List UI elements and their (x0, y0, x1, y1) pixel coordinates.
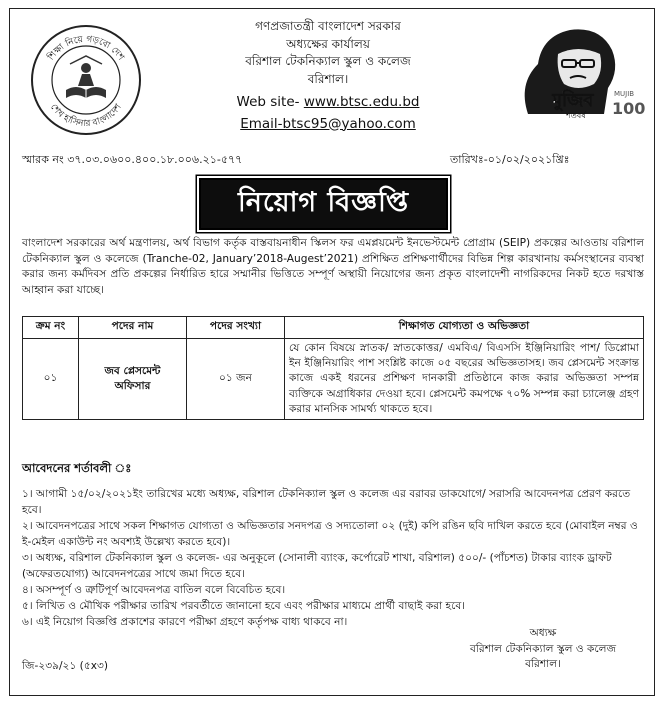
institute-logo (30, 24, 142, 136)
condition-item: ৪। অসম্পূর্ণ ও ত্রুটিপূর্ণ আবেদনপত্র বাতিল বলে বিবেচিত হবে। (22, 584, 286, 596)
mujib-borsho-logo (508, 14, 648, 122)
signature-role: অধ্যক্ষ (529, 627, 557, 639)
website-label: Web site- (236, 94, 304, 110)
logo-text-bottom: শেখ হাসিনার বাংলাদেশ (48, 102, 124, 130)
conditions-list (22, 486, 644, 630)
mujib-en-text: MUJIB (614, 90, 635, 98)
post-line-2: অফিসার (114, 380, 151, 392)
vacancy-table (22, 316, 644, 420)
office-line: অধ্যক্ষের কার্যালয় (286, 36, 370, 51)
cell-count: ০১ জন (187, 339, 285, 420)
table-row (23, 339, 644, 420)
signature-block (448, 626, 638, 673)
condition-item: ২। আবেদনপত্রের সাথে সকল শিক্ষাগত যোগ্যতা ও অভিজ্ঞতার সনদপত্র ও সদ্যতোলা ০২ (দুই) কপি রঙিন ছবি দাখিল করতে হবে (মোবাইল নম্বর ও ই-মেইল একাউন্ট নং অবশ্যই উল্লেখ্য করতে হবে)। (22, 520, 638, 548)
email-link[interactable]: Email-btsc95@yahoo.com (240, 115, 416, 132)
condition-item: ৬। এই নিয়োগ বিজ্ঞপ্তি প্রকাশের কারণে পরীক্ষা গ্রহণে কর্তৃপক্ষ বাধ্য থাকবে না। (22, 616, 348, 628)
col-header-count: পদের সংখ্যা (187, 317, 285, 339)
svg-text:শেখ হাসিনার বাংলাদেশ (48, 102, 124, 129)
condition-item: ৩। অধ্যক্ষ, বরিশাল টেকনিক্যাল স্কুল ও কলেজ- এর অনুকূলে (সোনালী ব্যাংক, কর্পোরেট শাখা, বরিশাল) ৫০০/- (পাঁচশত) টাকার ব্যাংক ড্রাফট (অফেরতযোগ্য) আবেদনপত্রের সাথে জমা দিতে হবে। (22, 552, 612, 580)
cell-requirements: যে কোন বিষয়ে স্নাতক/ স্নাতকোত্তর/ এমবিএ/ বিএসসি ইঞ্জিনিয়ারিং পাশ/ ডিপ্লোমা ইন ইঞ্জিনিয়ারিং পাশ সংশ্লিষ্ট কাজে ০৫ বছরের অভিজ্ঞতাসহ। জব প্লেসমেন্ট সংক্রান্ত কাজে একই ধরনের প্রশিক্ষণ দানকারী প্রতিষ্ঠানে কাজ করার অভিজ্ঞতা সম্পন্ন ব্যক্তিকে অগ্রাধিকার দেওয়া হবে। প্লেসমেন্ট কমপক্ষে ৭০% সম্পন্ন করা চ্যালেঞ্জ গ্রহণ করার মানসিক সামর্থ্য থাকতে হবে। (285, 339, 644, 420)
mujib-100-text: 100 (612, 99, 646, 118)
email-line (178, 116, 478, 134)
mujib-sub-text: শতবর্ষ (566, 111, 586, 120)
post-line-1: জব প্লেসমেন্ট (104, 365, 161, 377)
logo-text-top: শিক্ষা নিয়ে গড়বো দেশ (46, 34, 126, 63)
gov-line: গণপ্রজাতন্ত্রী বাংলাদেশ সরকার (255, 19, 401, 33)
cell-post (79, 339, 187, 420)
condition-item: ১। আগামী ১৫/০২/২০২১ইং তারিখের মধ্যে অধ্যক্ষ, বরিশাল টেকনিক্যাল স্কুল ও কলেজ এর বরাবর ডাকযোগে/ সরাসরি আবেদনপত্র প্রেরণ করতে হবে। (22, 488, 631, 516)
memo-number: স্মারক নং ৩৭.০৩.০৬০০.৪০০.১৮.০০৬.২১-৫৭৭ (22, 153, 243, 166)
conditions-title: আবেদনের শর্তাবলী ঃ (22, 461, 132, 475)
mujib-bn-text: মুজিব (552, 90, 594, 111)
city-line: বরিশাল। (307, 71, 349, 86)
signature-city: বরিশাল। (525, 658, 561, 670)
cell-serial: ০১ (23, 339, 79, 420)
institute-line: বরিশাল টেকনিক্যাল স্কুল ও কলেজ (245, 54, 411, 68)
notice-date: তারিখঃ-০১/০২/২০২১খ্রিঃ (450, 153, 570, 166)
col-header-qualification: শিক্ষাগত যোগ্যতা ও অভিজ্ঞতা (285, 317, 644, 339)
intro-paragraph: বাংলাদেশ সরকারের অর্থ মন্ত্রণালয়, অর্থ বিভাগ কর্তৃক বাস্তবায়নাধীন স্কিলস ফর এমপ্লয়মেন্ট ইনভেস্টমেন্ট প্রোগ্রাম (SEIP) প্রকল্পের আওতায় বরিশাল টেকনিক্যাল স্কুল ও কলেজে (Tranche-02, January’2018-Augest’2021) প্রশিক্ষিত প্রশিক্ষণার্থীদের বিভিন্ন শিল্প কারখানায় কর্মসংস্থানের ব্যবস্থা করার জন্য কর্মদিবস প্রতি প্রকল্পের নির্ধারিত হারে সম্মানীর ভিত্তিতে সম্পূর্ণ অস্থায়ী নিয়োগের জন্য প্রকৃত বাংলাদেশী নাগরিকদের নিকট হতে দরখাস্ত আহ্বান করা যাচ্ছে। (22, 237, 644, 296)
signature-institute: বরিশাল টেকনিক্যাল স্কুল ও কলেজ (469, 642, 617, 655)
notice-title: নিয়োগ বিজ্ঞপ্তি (199, 178, 448, 230)
condition-item: ৫। লিখিত ও মৌখিক পরীক্ষার তারিখ পরবর্তীতে জানানো হবে এবং পরীক্ষার মাধ্যমে প্রার্থী বাছাই করা হবে। (22, 600, 466, 612)
svg-text:শিক্ষা নিয়ে গড়বো দেশ (45, 35, 126, 63)
website-line (178, 94, 478, 112)
table-header-row (23, 317, 644, 339)
website-link[interactable]: www.btsc.edu.bd (303, 94, 420, 110)
office-header (178, 18, 478, 133)
col-header-serial: ক্রম নং (23, 317, 79, 339)
print-code: জি-২৩৯/২১ (৫x৩) (22, 660, 108, 672)
col-header-post: পদের নাম (79, 317, 187, 339)
